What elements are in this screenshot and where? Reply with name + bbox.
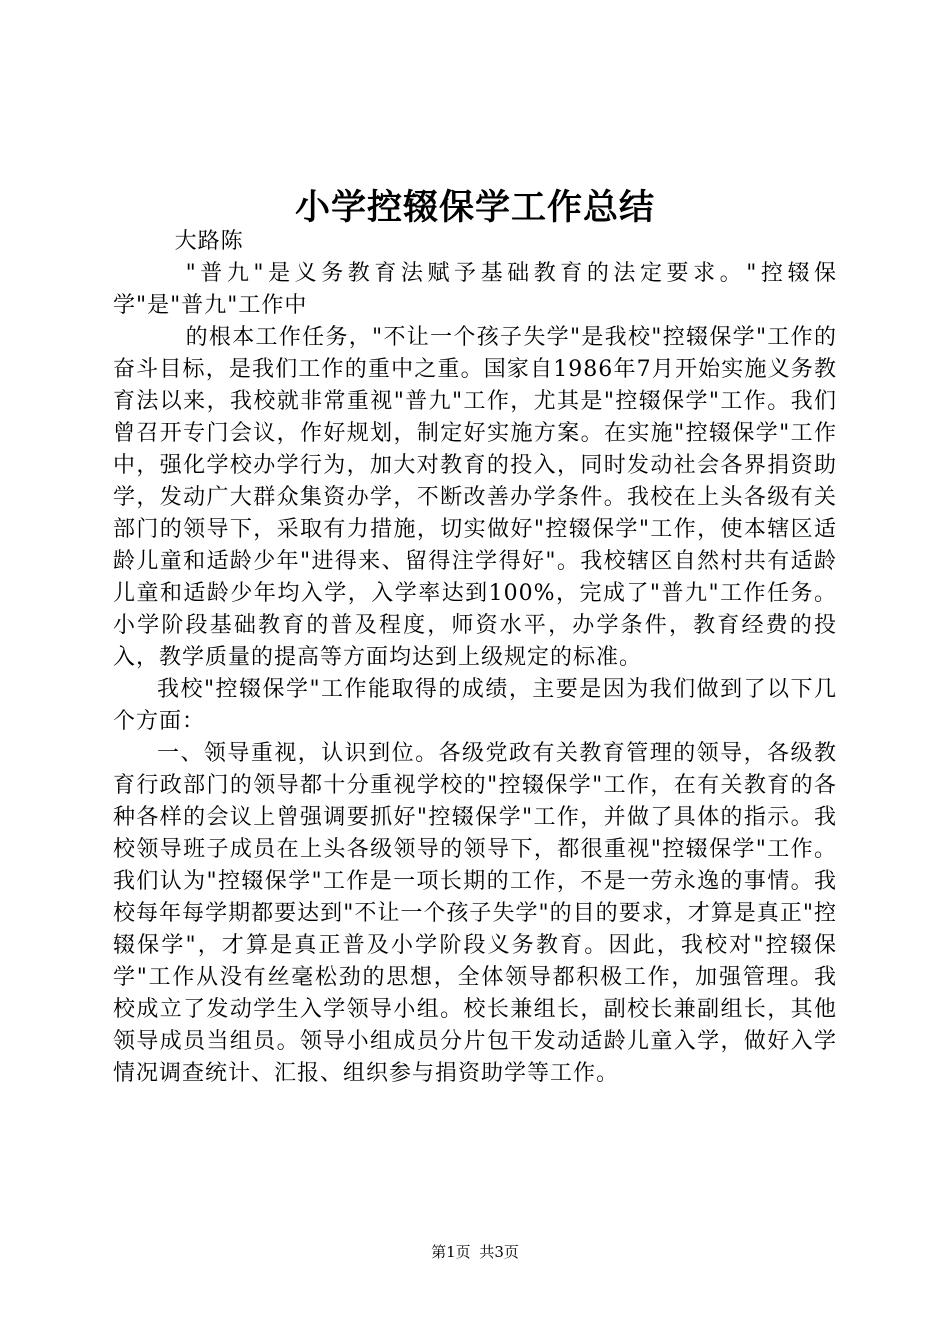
author-line: 大路陈 [174, 229, 244, 254]
document-body [113, 226, 837, 1090]
paragraph-2: 的根本工作任务，"不让一个孩子失学"是我校"控辍保学"工作的奋斗目标，是我们工作的重中之重。国家自1986年7月开始实施义务教育法以来，我校就非常重视"普九"工作，尤其是"控辍保学"工作。我们曾召开专门会议，作好规划，制定好实施方案。在实施"控辍保学"工作中，强化学校办学行为，加大对教育的投入，同时发动社会各界捐资助学，发动广大群众集资办学，不断改善办学条件。我校在上头各级有关部门的领导下，采取有力措施，切实做好"控辍保学"工作，使本辖区适龄儿童和适龄少年"进得来、留得注学得好"。我校辖区自然村共有适龄儿童和适龄少年均入学，入学率达到100%，完成了"普九"工作任务。小学阶段基础教育的普及程度，师资水平，办学条件，教育经费的投入，教学质量的提高等方面均达到上级规定的标准。 [113, 325, 837, 670]
paragraph-3: 我校"控辍保学"工作能取得的成绩，主要是因为我们做到了以下几个方面： [113, 677, 837, 734]
page-number-footer: 第1页 共3页 [431, 1243, 519, 1261]
paragraph-4: 一、领导重视，认识到位。各级党政有关教育管理的领导，各级教育行政部门的领导都十分重视学校的"控辍保学"工作，在有关教育的各种各样的会议上曾强调要抓好"控辍保学"工作，并做了具体的指示。我校领导班子成员在上头各级领导的领导下，都很重视"控辍保学"工作。我们认为"控辍保学"工作是一项长期的工作，不是一劳永逸的事情。我校每年每学期都要达到"不让一个孩子失学"的目的要求，才算是真正"控辍保学"，才算是真正普及小学阶段义务教育。因此，我校对"控辍保学"工作从没有丝毫松劲的思想，全体领导都积极工作，加强管理。我校成立了发动学生入学领导小组。校长兼组长，副校长兼副组长，其他领导成员当组员。领导小组成员分片包干发动适龄儿童入学，做好入学情况调查统计、汇报、组织参与捐资助学等工作。 [113, 741, 837, 1086]
document-title: 小学控辍保学工作总结 [294, 188, 655, 228]
paragraph-1: "普九"是义务教育法赋予基础教育的法定要求。"控辍保学"是"普九"工作中 [113, 261, 837, 318]
